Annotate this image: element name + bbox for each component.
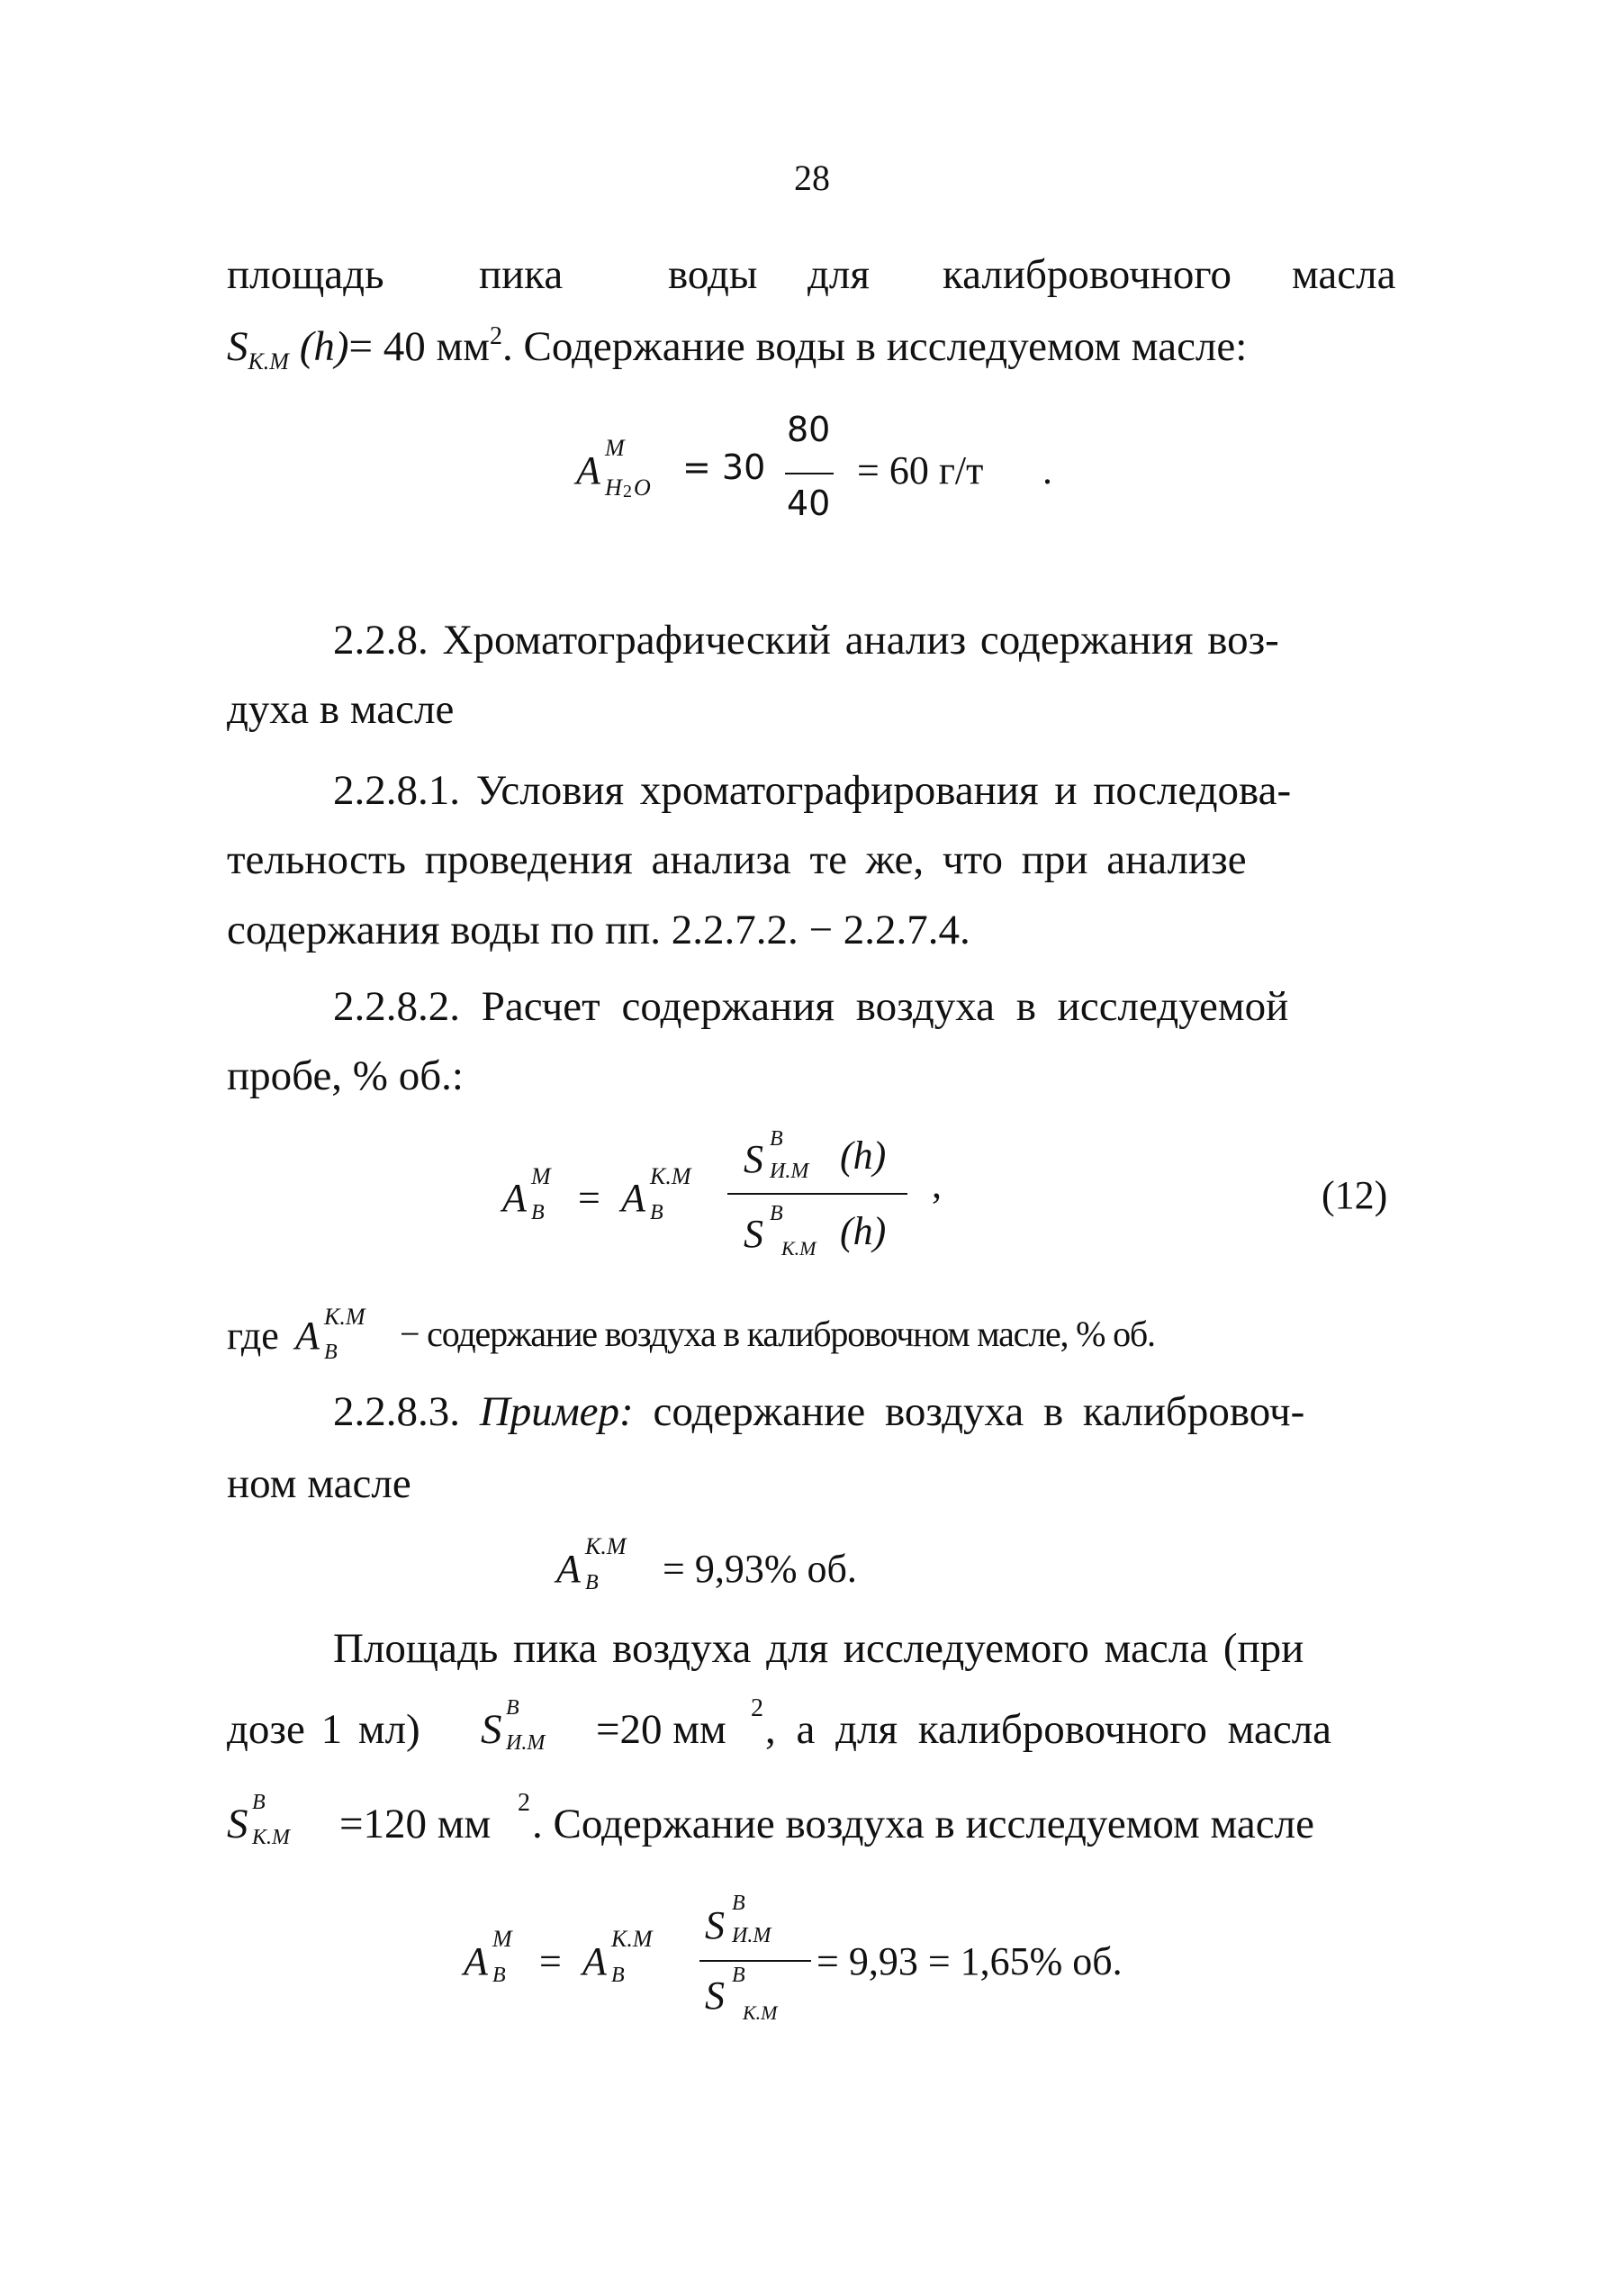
sup-left: M (531, 1163, 551, 1189)
sub-left: B (531, 1201, 545, 1224)
num-sup: B (732, 1892, 745, 1915)
word-1: площадь (227, 251, 384, 298)
sup-right: K.M (650, 1163, 691, 1189)
dose-text: дозе 1 мл) (227, 1706, 420, 1753)
A-left: A (464, 1939, 488, 1983)
sup-M: M (605, 435, 625, 461)
value-20: =20 мм (596, 1706, 726, 1753)
num-sup: B (770, 1127, 783, 1151)
section-2-2-8-3-line1 (333, 1388, 1305, 1435)
sup-B: B (252, 1791, 266, 1814)
den-sup: B (770, 1202, 783, 1225)
sub-right: B (650, 1201, 663, 1224)
A-left: A (502, 1176, 527, 1220)
sub-IM: И.М (506, 1731, 546, 1755)
eq-30: = 30 (682, 447, 766, 487)
A-symbol: A (556, 1547, 581, 1591)
para1-line1 (227, 251, 1402, 299)
power: 2 (490, 322, 502, 350)
value: = 9,93% об. (663, 1547, 857, 1591)
value: = 40 мм (348, 323, 490, 370)
section-2-2-8-line1: 2.2.8. Хроматографический анализ содержания воз- (333, 617, 1279, 664)
eq-60: = 60 г/т (857, 448, 984, 492)
S-symbol: S (481, 1706, 502, 1753)
A-right: A (621, 1176, 645, 1220)
where-line (227, 1305, 1415, 1368)
den-sub: К.М (743, 2001, 778, 2024)
sub-B: B (324, 1341, 338, 1364)
numerator: 80 (787, 410, 831, 449)
eq-sign: = (578, 1176, 600, 1220)
sub-KM: К.М (252, 1826, 290, 1849)
para-area-line3 (227, 1787, 1415, 1859)
sup-right: K.M (611, 1926, 653, 1952)
num-sub: И.М (770, 1160, 809, 1183)
A-symbol: A (576, 448, 600, 492)
sup-left: M (492, 1926, 512, 1952)
rest: . Содержание воды в исследуемом масле: (502, 323, 1248, 370)
line2-rest: , а для калибровочного масла (765, 1706, 1332, 1753)
sup-KM: K.M (585, 1533, 627, 1559)
den-S: S (705, 1973, 725, 2018)
section-2-2-8-1-line1: 2.2.8.1. Условия хроматографирования и последова- (333, 767, 1292, 814)
page-number: 28 (794, 158, 830, 198)
formula-water (576, 410, 1080, 545)
section-2-2-8-1-line2: тельность проведения анализа те же, что при анализе (227, 836, 1247, 883)
section-2-2-8-3-line2: ном масле (227, 1460, 411, 1507)
power-2: 2 (751, 1694, 763, 1722)
formula-final (464, 1886, 1202, 2039)
S-symbol: S (227, 1801, 248, 1847)
word-5: калибровочного (943, 251, 1232, 298)
num-sub: И.М (732, 1924, 771, 1947)
formula-calibration (556, 1526, 934, 1607)
section-2-2-8-2-line2: пробе, % об.: (227, 1052, 464, 1099)
section-2-2-8-2-line1: 2.2.8.2. Расчет содержания воздуха в исследуемой (333, 983, 1289, 1030)
den-S: S (744, 1212, 763, 1256)
section-2-2-8-line2: духа в масле (227, 686, 455, 733)
den-h: (h) (840, 1209, 887, 1253)
num-S: S (705, 1903, 725, 1947)
sup-KM: K.M (324, 1304, 365, 1330)
example-label: Пример: (479, 1388, 634, 1435)
num-S: S (744, 1137, 763, 1181)
h-arg: (h) (299, 323, 349, 370)
para-area-line2 (227, 1693, 1415, 1765)
fraction-line (699, 1960, 811, 1962)
word-4: для (807, 251, 870, 298)
den-sup: B (732, 1964, 745, 1987)
sup-B: B (506, 1696, 519, 1720)
A-symbol: A (295, 1314, 320, 1358)
value-120: =120 мм (339, 1801, 492, 1847)
power-2: 2 (518, 1789, 530, 1817)
line3-rest: . Содержание воздуха в исследуемом масле (532, 1801, 1314, 1847)
comma: , (932, 1162, 942, 1206)
word-2: пика (479, 251, 564, 298)
line1-rest: содержание воздуха в калибровоч- (653, 1388, 1305, 1435)
sub-right: B (611, 1964, 625, 1987)
fraction-line (785, 473, 834, 474)
fraction-line (727, 1193, 907, 1195)
section-number: 2.2.8.3. (333, 1388, 460, 1435)
den-sub: К.М (781, 1237, 817, 1260)
where-prefix: где (227, 1314, 279, 1358)
sub-left: B (492, 1964, 506, 1987)
where-rest: − содержание воздуха в калибровочном масле, % об. (400, 1314, 1155, 1354)
section-2-2-8-1-line3: содержания воды по пп. 2.2.7.2. − 2.2.7.4. (227, 907, 970, 953)
sub-2: 2 (623, 482, 632, 501)
subscript: К.М (248, 348, 289, 375)
formula-12 (495, 1125, 1404, 1269)
A-right: A (582, 1939, 607, 1983)
para-area-line1: Площадь пика воздуха для исследуемого масла (при (333, 1625, 1304, 1672)
result: = 9,93 = 1,65% об. (817, 1939, 1123, 1983)
para1-line2 (227, 322, 1248, 375)
equation-number: (12) (1322, 1173, 1388, 1217)
sub-H: H (605, 474, 622, 501)
num-h: (h) (840, 1133, 887, 1178)
dot: . (1042, 448, 1052, 492)
word-3: воды (668, 251, 758, 298)
sub-O: O (634, 474, 651, 501)
word-6: масла (1292, 251, 1396, 298)
sub-B: B (585, 1571, 599, 1594)
symbol-s: S (227, 323, 248, 370)
denominator: 40 (787, 483, 831, 523)
eq-sign: = (539, 1939, 562, 1983)
